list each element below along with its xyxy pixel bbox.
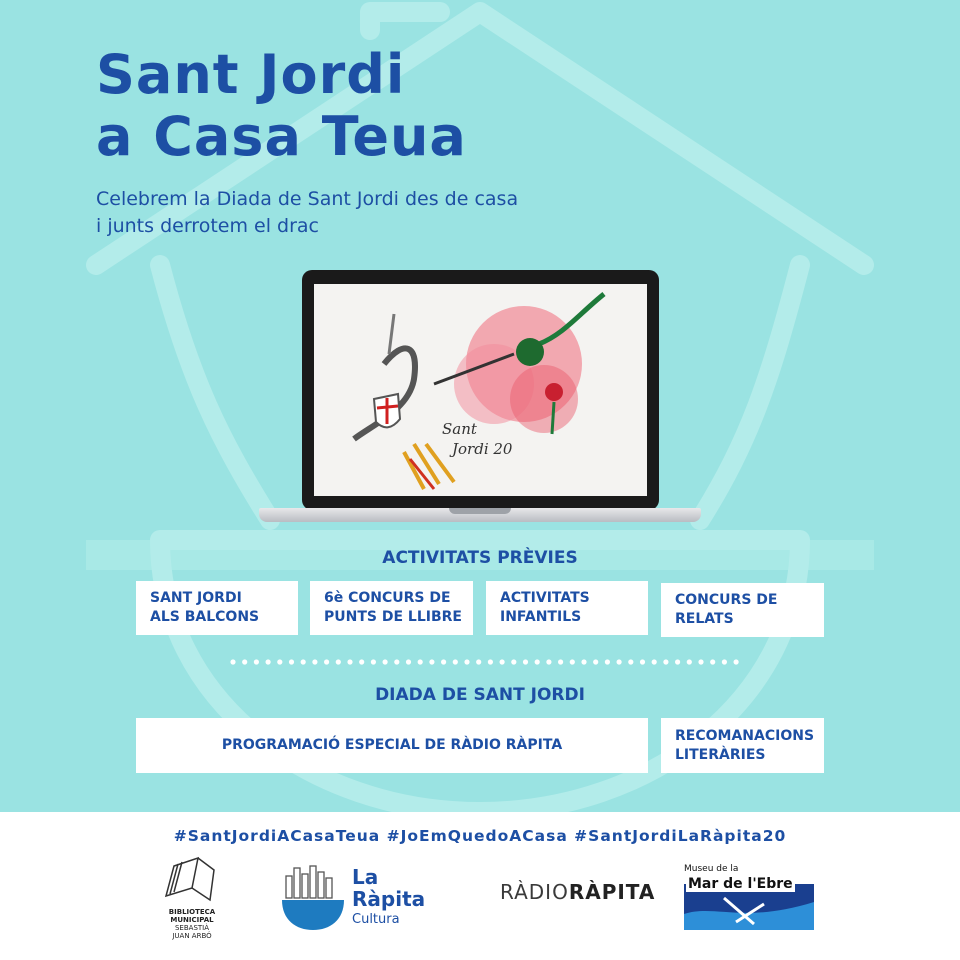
divider-dot: [734, 659, 739, 664]
rapita-cultura-icon: [280, 862, 346, 932]
museu-top-text: Museu de la: [684, 864, 739, 874]
program-box-recomanacions[interactable]: [661, 718, 824, 773]
divider-dot: [628, 659, 633, 664]
activity-box-activitats-infantils[interactable]: [486, 581, 648, 635]
divider-dot: [652, 659, 657, 664]
rapita-cultura-title: [352, 866, 425, 910]
divider-dot: [605, 659, 610, 664]
divider-dot: [675, 659, 680, 664]
section-title-activitats-previes: ACTIVITATS PRÈVIES: [382, 548, 578, 568]
divider-dot: [663, 659, 668, 664]
biblioteca-text: [152, 908, 232, 940]
hashtags: #SantJordiACasaTeua #JoEmQuedoACasa #SantJordiLaRàpita20: [173, 827, 787, 845]
activity-label: SANT JORDI ALS BALCONS: [150, 590, 260, 625]
divider-dot: [277, 659, 282, 664]
divider-dot: [476, 659, 481, 664]
rapita-cultura-subtitle: Cultura: [352, 912, 400, 927]
divider-dot: [511, 659, 516, 664]
divider-dot: [289, 659, 294, 664]
divider-dot: [546, 659, 551, 664]
divider-dot: [230, 659, 235, 664]
divider-dot: [640, 659, 645, 664]
biblioteca-line-2: MUNICIPAL: [170, 916, 214, 924]
radio-rapita-logo[interactable]: [500, 880, 656, 910]
divider-dot: [570, 659, 575, 664]
divider-dot: [301, 659, 306, 664]
laptop-notch: [449, 508, 511, 514]
biblioteca-line-1: BIBLIOTECA: [168, 908, 216, 916]
divider-dot: [371, 659, 376, 664]
rapita-line-2: Ràpita: [352, 887, 426, 911]
museu-title: Mar de l'Ebre: [688, 876, 793, 892]
divider-dot: [347, 659, 352, 664]
activity-box-concurs-punts-llibre[interactable]: [310, 581, 473, 635]
biblioteca-line-3: SEBASTIÀ: [174, 924, 210, 932]
section-title-diada-sant-jordi: DIADA DE SANT JORDI: [375, 685, 585, 705]
activity-label: 6è CONCURS DE PUNTS DE LLIBRE: [324, 590, 462, 625]
activity-label: CONCURS DE RELATS: [675, 592, 778, 627]
drawing-text-jordi: Jordi 20: [452, 440, 513, 458]
program-box-radio-rapita[interactable]: [136, 718, 648, 773]
divider-dot: [242, 659, 247, 664]
activity-box-sant-jordi-balcons[interactable]: [136, 581, 298, 635]
laptop-screen: [314, 284, 647, 496]
book-icon: [152, 856, 232, 904]
divider-dot: [535, 659, 540, 664]
divider-dot: [336, 659, 341, 664]
footer: [0, 812, 960, 960]
subtitle: [96, 186, 518, 240]
divider-dot: [523, 659, 528, 664]
activity-box-concurs-relats[interactable]: [661, 583, 824, 637]
divider-dot: [441, 659, 446, 664]
divider-dot: [324, 659, 329, 664]
program-label: RECOMANACIONS LITERÀRIES: [675, 727, 815, 763]
divider-dot: [617, 659, 622, 664]
biblioteca-logo[interactable]: [152, 856, 232, 951]
page-title: [96, 44, 467, 168]
divider-dot: [254, 659, 259, 664]
divider-dot: [266, 659, 271, 664]
title-line-1: Sant Jordi: [96, 43, 406, 106]
activity-label: ACTIVITATS INFANTILS: [500, 590, 590, 625]
divider-dot: [722, 659, 727, 664]
drawing-text-sant: Sant: [442, 420, 477, 438]
laptop-illustration: [259, 270, 701, 524]
divider-dot: [687, 659, 692, 664]
subtitle-line-2: i junts derrotem el drac: [96, 215, 319, 237]
divider-dot: [558, 659, 563, 664]
divider-dot: [383, 659, 388, 664]
divider-dot: [418, 659, 423, 664]
radio-part-1: RÀDIO: [500, 880, 569, 904]
biblioteca-line-4: JUAN ARBÓ: [172, 932, 212, 940]
dotted-divider: [230, 659, 740, 665]
divider-dot: [359, 659, 364, 664]
divider-dot: [394, 659, 399, 664]
divider-dot: [464, 659, 469, 664]
divider-dot: [581, 659, 586, 664]
divider-dot: [698, 659, 703, 664]
divider-dot: [312, 659, 317, 664]
laptop-screen-frame: [302, 270, 659, 510]
divider-dot: [453, 659, 458, 664]
sant-jordi-drawing: [314, 284, 647, 496]
divider-dot: [429, 659, 434, 664]
program-label: PROGRAMACIÓ ESPECIAL DE RÀDIO RÀPITA: [221, 737, 563, 753]
radio-part-2: RÀPITA: [568, 880, 656, 904]
la-rapita-cultura-logo[interactable]: [280, 862, 450, 942]
title-line-2: a Casa Teua: [96, 105, 467, 168]
rapita-line-1: La: [352, 865, 379, 889]
divider-dot: [406, 659, 411, 664]
radio-rapita-text: [500, 880, 656, 904]
divider-dot: [710, 659, 715, 664]
divider-dot: [500, 659, 505, 664]
subtitle-line-1: Celebrem la Diada de Sant Jordi des de casa: [96, 188, 519, 210]
divider-dot: [593, 659, 598, 664]
museu-mar-ebre-logo[interactable]: [684, 864, 814, 934]
divider-dot: [488, 659, 493, 664]
